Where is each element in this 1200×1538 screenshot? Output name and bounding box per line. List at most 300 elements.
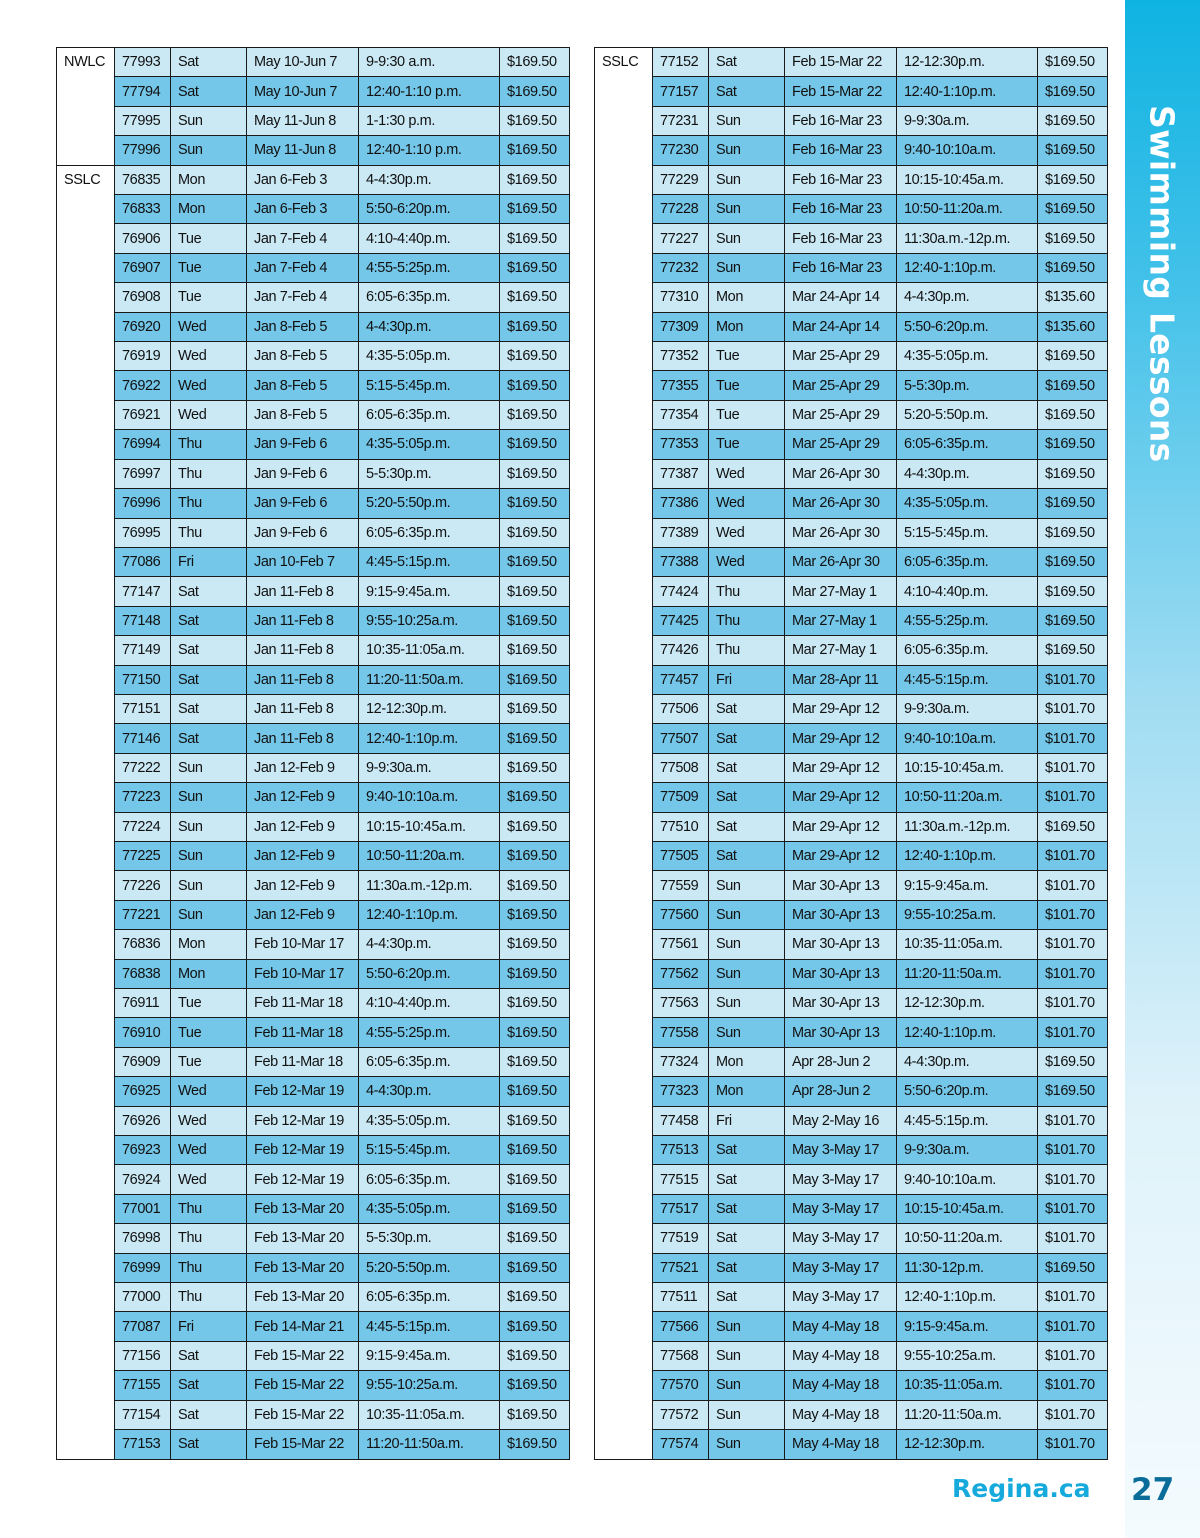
date-range: Jan 12-Feb 9 [247,753,359,782]
date-range: Mar 24-Apr 14 [785,283,897,312]
day: Sat [171,577,247,606]
schedule-row [595,371,1108,400]
day: Sun [171,136,247,165]
day: Sun [709,1312,785,1341]
time: 9:40-10:10a.m. [359,783,500,812]
fee: $101.70 [1038,1371,1108,1400]
fee: $169.50 [500,694,570,723]
fee: $169.50 [1038,77,1108,106]
date-range: Feb 15-Mar 22 [785,77,897,106]
fee: $169.50 [500,371,570,400]
date-range: Mar 26-Apr 30 [785,518,897,547]
day: Thu [171,489,247,518]
time: 4:55-5:25p.m. [359,1018,500,1047]
time: 12:40-1:10p.m. [897,1283,1038,1312]
course-code: 77508 [653,753,709,782]
fee: $169.50 [1038,1077,1108,1106]
schedule-row [57,606,570,635]
date-range: Mar 29-Apr 12 [785,724,897,753]
time: 5-5:30p.m. [359,1224,500,1253]
time: 9:55-10:25a.m. [897,900,1038,929]
day: Thu [709,636,785,665]
day: Sat [709,1253,785,1282]
course-code: 77324 [653,1047,709,1076]
date-range: May 11-Jun 8 [247,136,359,165]
schedule-row [57,1018,570,1047]
day: Sat [709,841,785,870]
day: Sat [709,812,785,841]
day: Mon [171,959,247,988]
day: Wed [171,312,247,341]
schedule-row [595,1341,1108,1370]
course-code: 76919 [115,342,171,371]
schedule-row [57,518,570,547]
schedule-row [595,165,1108,194]
course-code: 77566 [653,1312,709,1341]
time: 10:50-11:20a.m. [359,841,500,870]
fee: $101.70 [1038,1018,1108,1047]
schedule-row [57,812,570,841]
course-code: 76922 [115,371,171,400]
schedule-row [57,1077,570,1106]
course-code: 77309 [653,312,709,341]
time: 1-1:30 p.m. [359,106,500,135]
date-range: May 10-Jun 7 [247,77,359,106]
day: Tue [709,400,785,429]
course-code: 77226 [115,871,171,900]
day: Sat [171,724,247,753]
schedule-row [57,1165,570,1194]
fee: $169.50 [1038,577,1108,606]
schedule-row [57,1371,570,1400]
day: Sun [709,195,785,224]
time: 4-4:30p.m. [897,1047,1038,1076]
date-range: Feb 12-Mar 19 [247,1106,359,1135]
date-range: Jan 12-Feb 9 [247,841,359,870]
schedule-row [595,1047,1108,1076]
course-code: 77000 [115,1283,171,1312]
schedule-row [595,224,1108,253]
course-code: 77457 [653,665,709,694]
day: Wed [171,1077,247,1106]
time: 5:15-5:45p.m. [359,371,500,400]
time: 9:15-9:45a.m. [897,1312,1038,1341]
course-code: 77568 [653,1341,709,1370]
date-range: Jan 12-Feb 9 [247,812,359,841]
date-range: May 3-May 17 [785,1253,897,1282]
time: 5:20-5:50p.m. [359,489,500,518]
time: 4-4:30p.m. [359,312,500,341]
schedule-row [595,1224,1108,1253]
fee: $169.50 [1038,636,1108,665]
day: Wed [171,1106,247,1135]
fee: $169.50 [500,665,570,694]
course-code: 77153 [115,1430,171,1459]
schedule-row [595,195,1108,224]
fee: $169.50 [500,253,570,282]
time: 5:15-5:45p.m. [359,1136,500,1165]
date-range: Jan 9-Feb 6 [247,459,359,488]
course-code: 77506 [653,694,709,723]
time: 5:50-6:20p.m. [897,1077,1038,1106]
day: Wed [171,1165,247,1194]
fee: $101.70 [1038,724,1108,753]
fee: $169.50 [500,547,570,576]
fee: $169.50 [500,136,570,165]
course-code: 77231 [653,106,709,135]
time: 12:40-1:10 p.m. [359,77,500,106]
course-code: 77995 [115,106,171,135]
course-code: 77572 [653,1400,709,1429]
date-range: Feb 16-Mar 23 [785,224,897,253]
date-range: May 4-May 18 [785,1341,897,1370]
schedule-row [595,1194,1108,1223]
course-code: 77224 [115,812,171,841]
fee: $169.50 [500,1077,570,1106]
fee: $101.70 [1038,694,1108,723]
day: Thu [171,1283,247,1312]
schedule-row [57,312,570,341]
time: 6:05-6:35p.m. [359,1165,500,1194]
schedule-row [595,577,1108,606]
day: Sun [709,1371,785,1400]
course-code: 77558 [653,1018,709,1047]
course-code: 76924 [115,1165,171,1194]
time: 12:40-1:10p.m. [359,900,500,929]
time: 5:50-6:20p.m. [359,195,500,224]
time: 10:35-11:05a.m. [897,1371,1038,1400]
schedule-row [57,283,570,312]
day: Thu [171,1253,247,1282]
fee: $169.50 [1038,106,1108,135]
schedule-row [57,195,570,224]
schedule-row [595,930,1108,959]
day: Sun [709,106,785,135]
day: Sat [709,1224,785,1253]
schedule-row [595,430,1108,459]
fee: $169.50 [500,841,570,870]
schedule-row [57,959,570,988]
day: Sun [171,841,247,870]
date-range: Mar 30-Apr 13 [785,871,897,900]
fee: $101.70 [1038,989,1108,1018]
day: Sat [171,1341,247,1370]
date-range: May 4-May 18 [785,1430,897,1459]
course-code: 77087 [115,1312,171,1341]
time: 9:40-10:10a.m. [897,724,1038,753]
course-code: 77223 [115,783,171,812]
day: Sat [709,783,785,812]
date-range: May 3-May 17 [785,1224,897,1253]
course-code: 77424 [653,577,709,606]
date-range: Feb 10-Mar 17 [247,930,359,959]
schedule-row [595,783,1108,812]
day: Wed [709,518,785,547]
fee: $169.50 [1038,195,1108,224]
day: Thu [171,459,247,488]
course-code: 77354 [653,400,709,429]
schedule-row [57,371,570,400]
time: 11:20-11:50a.m. [897,959,1038,988]
date-range: Feb 11-Mar 18 [247,989,359,1018]
time: 10:15-10:45a.m. [897,1194,1038,1223]
fee: $169.50 [500,342,570,371]
schedule-row [595,871,1108,900]
course-code: 77563 [653,989,709,1018]
fee: $169.50 [500,48,570,77]
date-range: Jan 8-Feb 5 [247,371,359,400]
day: Tue [171,989,247,1018]
day: Wed [709,459,785,488]
fee: $169.50 [500,900,570,929]
day: Fri [709,1106,785,1135]
date-range: Jan 7-Feb 4 [247,253,359,282]
time: 9-9:30a.m. [897,1136,1038,1165]
schedule-row [57,48,570,77]
fee: $169.50 [1038,1047,1108,1076]
day: Sun [709,959,785,988]
fee: $101.70 [1038,665,1108,694]
course-code: 77230 [653,136,709,165]
time: 9:55-10:25a.m. [359,1371,500,1400]
date-range: May 4-May 18 [785,1312,897,1341]
fee: $169.50 [500,195,570,224]
time: 12-12:30p.m. [897,48,1038,77]
schedule-row [57,724,570,753]
date-range: Mar 30-Apr 13 [785,989,897,1018]
course-code: 77521 [653,1253,709,1282]
date-range: Jan 12-Feb 9 [247,871,359,900]
schedule-row [57,224,570,253]
fee: $169.50 [500,224,570,253]
fee: $169.50 [500,753,570,782]
fee: $169.50 [500,77,570,106]
fee: $169.50 [500,1341,570,1370]
time: 12:40-1:10 p.m. [359,136,500,165]
time: 4:35-5:05p.m. [359,430,500,459]
date-range: Jan 11-Feb 8 [247,694,359,723]
course-code: 76999 [115,1253,171,1282]
time: 9-9:30a.m. [359,753,500,782]
date-range: Feb 16-Mar 23 [785,253,897,282]
day: Sun [171,783,247,812]
time: 5:50-6:20p.m. [897,312,1038,341]
day: Sun [171,871,247,900]
day: Sun [171,753,247,782]
day: Tue [709,371,785,400]
course-code: 77511 [653,1283,709,1312]
day: Tue [171,283,247,312]
day: Sat [171,665,247,694]
time: 12-12:30p.m. [897,1430,1038,1459]
date-range: Mar 30-Apr 13 [785,959,897,988]
schedule-row [595,1136,1108,1165]
schedule-row [57,1194,570,1223]
date-range: Mar 26-Apr 30 [785,547,897,576]
course-code: 77993 [115,48,171,77]
fee: $169.50 [1038,253,1108,282]
fee: $169.50 [1038,371,1108,400]
course-code: 77353 [653,430,709,459]
date-range: Jan 9-Feb 6 [247,430,359,459]
day: Thu [171,1194,247,1223]
time: 11:30a.m.-12p.m. [897,224,1038,253]
day: Sun [171,900,247,929]
day: Sun [709,1400,785,1429]
time: 4-4:30p.m. [359,930,500,959]
date-range: May 11-Jun 8 [247,106,359,135]
time: 10:15-10:45a.m. [359,812,500,841]
time: 5:20-5:50p.m. [897,400,1038,429]
day: Sun [709,1341,785,1370]
course-code: 77086 [115,547,171,576]
schedule-row [57,1400,570,1429]
course-code: 77509 [653,783,709,812]
course-code: 77148 [115,606,171,635]
date-range: Jan 6-Feb 3 [247,165,359,194]
date-range: Feb 15-Mar 22 [247,1400,359,1429]
day: Fri [709,665,785,694]
day: Sat [709,77,785,106]
date-range: Jan 10-Feb 7 [247,547,359,576]
schedule-row [57,694,570,723]
day: Thu [709,606,785,635]
fee: $101.70 [1038,1194,1108,1223]
date-range: Mar 29-Apr 12 [785,841,897,870]
date-range: Feb 13-Mar 20 [247,1253,359,1282]
date-range: Mar 26-Apr 30 [785,489,897,518]
schedule-row [57,253,570,282]
course-code: 76994 [115,430,171,459]
time: 9:15-9:45a.m. [897,871,1038,900]
fee: $169.50 [1038,165,1108,194]
schedule-row [595,459,1108,488]
date-range: Mar 29-Apr 12 [785,694,897,723]
course-code: 76926 [115,1106,171,1135]
fee: $169.50 [500,812,570,841]
site-link[interactable]: Regina.ca [952,1474,1091,1503]
time: 12:40-1:10p.m. [897,1018,1038,1047]
fee: $169.50 [1038,489,1108,518]
schedule-row [57,930,570,959]
course-code: 77426 [653,636,709,665]
time: 12-12:30p.m. [897,989,1038,1018]
day: Wed [171,342,247,371]
fee: $101.70 [1038,1283,1108,1312]
course-code: 77228 [653,195,709,224]
day: Thu [171,1224,247,1253]
day: Sun [709,1018,785,1047]
schedule-row [57,1136,570,1165]
course-code: 77227 [653,224,709,253]
schedule-row [57,665,570,694]
date-range: Jan 11-Feb 8 [247,606,359,635]
day: Wed [171,371,247,400]
day: Sun [709,224,785,253]
date-range: Mar 24-Apr 14 [785,312,897,341]
course-code: 77352 [653,342,709,371]
date-range: Mar 30-Apr 13 [785,1018,897,1047]
course-code: 77150 [115,665,171,694]
day: Sun [709,900,785,929]
time: 10:50-11:20a.m. [897,1224,1038,1253]
day: Sat [709,1283,785,1312]
day: Thu [171,430,247,459]
fee: $169.50 [500,1047,570,1076]
course-code: 77513 [653,1136,709,1165]
time: 6:05-6:35p.m. [897,430,1038,459]
fee: $169.50 [500,518,570,547]
time: 10:35-11:05a.m. [359,636,500,665]
schedule-row [595,959,1108,988]
date-range: Mar 25-Apr 29 [785,400,897,429]
date-range: Feb 11-Mar 18 [247,1047,359,1076]
course-code: 77560 [653,900,709,929]
fee: $101.70 [1038,1165,1108,1194]
course-code: 77225 [115,841,171,870]
date-range: Jan 12-Feb 9 [247,783,359,812]
course-code: 77562 [653,959,709,988]
time: 11:20-11:50a.m. [359,1430,500,1459]
course-code: 77151 [115,694,171,723]
fee: $169.50 [500,430,570,459]
course-code: 77221 [115,900,171,929]
day: Tue [709,342,785,371]
date-range: Feb 12-Mar 19 [247,1165,359,1194]
date-range: Feb 11-Mar 18 [247,1018,359,1047]
course-code: 76996 [115,489,171,518]
time: 6:05-6:35p.m. [359,1047,500,1076]
schedule-row [57,989,570,1018]
time: 12:40-1:10p.m. [897,253,1038,282]
schedule-row [595,283,1108,312]
date-range: Jan 7-Feb 4 [247,224,359,253]
schedule-row [57,1224,570,1253]
course-code: 76909 [115,1047,171,1076]
schedule-row [595,1253,1108,1282]
schedule-row [595,312,1108,341]
fee: $169.50 [500,1430,570,1459]
date-range: Feb 15-Mar 22 [247,1430,359,1459]
fee: $169.50 [1038,1253,1108,1282]
date-range: Feb 13-Mar 20 [247,1283,359,1312]
date-range: Feb 16-Mar 23 [785,106,897,135]
day: Mon [171,195,247,224]
date-range: May 3-May 17 [785,1165,897,1194]
schedule-row [57,430,570,459]
date-range: Feb 13-Mar 20 [247,1194,359,1223]
time: 5:50-6:20p.m. [359,959,500,988]
time: 9:15-9:45a.m. [359,577,500,606]
course-code: 77510 [653,812,709,841]
course-code: 76995 [115,518,171,547]
day: Sat [709,1194,785,1223]
fee: $169.50 [1038,400,1108,429]
schedule-row [57,636,570,665]
day: Mon [709,312,785,341]
day: Mon [171,930,247,959]
course-code: 77156 [115,1341,171,1370]
course-code: 77229 [653,165,709,194]
fee: $169.50 [500,1136,570,1165]
course-code: 77387 [653,459,709,488]
time: 6:05-6:35p.m. [359,283,500,312]
course-code: 77147 [115,577,171,606]
date-range: Feb 16-Mar 23 [785,165,897,194]
day: Mon [709,1077,785,1106]
schedule-row [57,1341,570,1370]
date-range: Jan 8-Feb 5 [247,400,359,429]
